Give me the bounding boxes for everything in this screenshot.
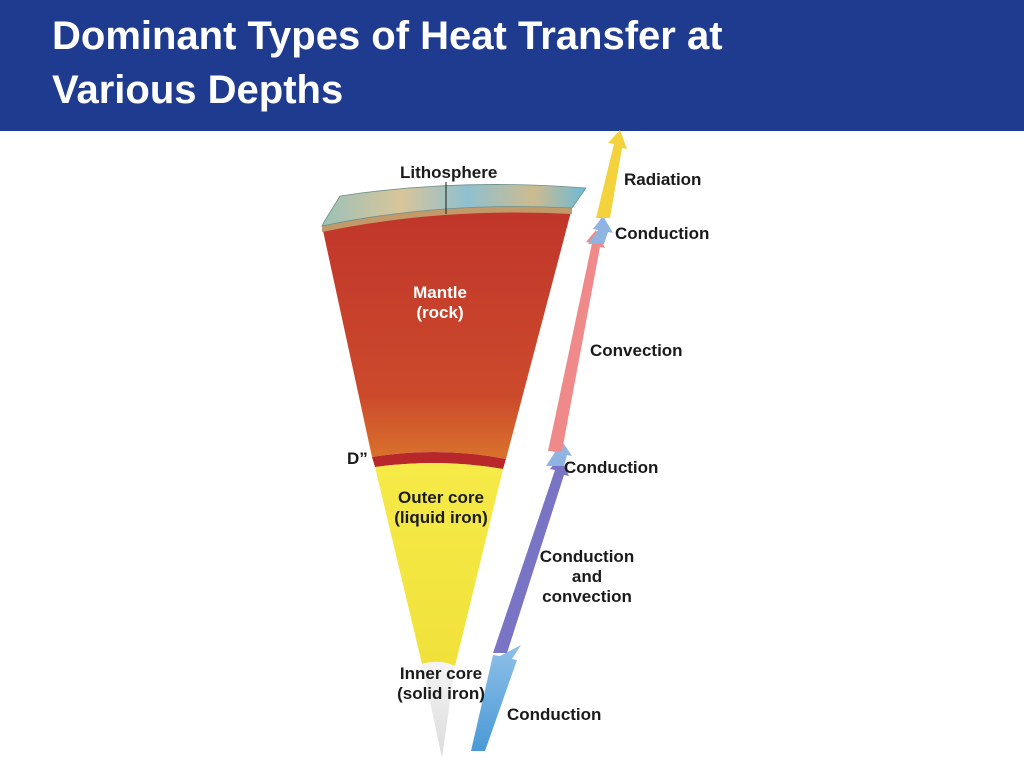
arrow-conduction-top	[588, 216, 613, 244]
conduction-top-label: Conduction	[615, 224, 710, 243]
inner-core-sublabel: (solid iron)	[397, 684, 485, 703]
slide-title-line-2: Various Depths	[52, 68, 344, 112]
conduction-and-convection-label-2: and	[571, 567, 603, 586]
d-double-prime-label: D”	[347, 449, 368, 468]
outer-core-sublabel: (liquid iron)	[394, 508, 488, 527]
mantle-layer	[322, 206, 572, 459]
slide-title-line-1: Dominant Types of Heat Transfer at	[52, 14, 723, 58]
mantle-sublabel: (rock)	[416, 303, 464, 322]
radiation-label: Radiation	[624, 170, 702, 189]
inner-core-label: Inner core	[399, 664, 483, 683]
conduction-and-convection-label-1: Conduction	[539, 547, 635, 566]
conduction-and-convection-label-3: convection	[542, 587, 632, 606]
arrow-radiation	[596, 130, 627, 218]
slide-title-bar	[0, 0, 1024, 131]
lithosphere-label: Lithosphere	[400, 163, 498, 182]
mantle-label: Mantle	[413, 283, 467, 302]
earth-heat-transfer-diagram	[310, 126, 730, 766]
conduction-bottom-label: Conduction	[507, 705, 602, 724]
conduction-mid-label: Conduction	[564, 458, 659, 477]
outer-core-label: Outer core	[398, 488, 484, 507]
convection-label: Convection	[590, 341, 683, 360]
